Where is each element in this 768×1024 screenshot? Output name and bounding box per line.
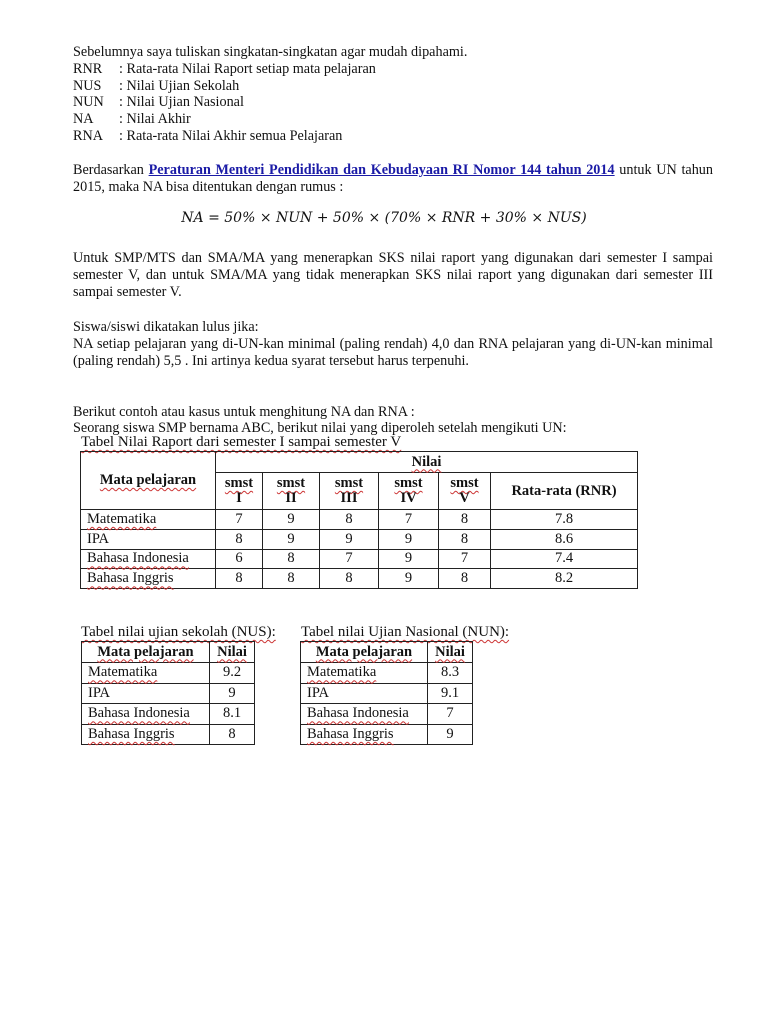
value-cell: 8	[210, 724, 255, 745]
value-cell: 8	[439, 510, 491, 530]
paragraph-semester: Untuk SMP/MTS dan SMA/MA yang menerapkan SKS nilai raport yang digunakan dari semester I sampai semester V, dan untuk SMA/MA yang tidak menerapkan SKS nilai raport yang digunakan dari semester III sampai semester V.	[73, 250, 713, 300]
abbr-term: RNR	[73, 61, 103, 77]
average-cell: 8.6	[491, 529, 638, 549]
abbr-definition: : Rata-rata Nilai Raport setiap mata pelajaran	[119, 61, 376, 77]
value-cell: 8	[439, 569, 491, 589]
pass-criteria-text: NA setiap pelajaran yang di-UN-kan minimal (paling rendah) 4,0 dan RNA pelajaran yang di-UN-kan minimal (paling rendah) 5,5 . Ini artinya kedua syarat tersebut harus terpenuhi.	[73, 336, 713, 369]
table-row	[82, 683, 255, 704]
value-cell: 7	[216, 510, 263, 530]
table-row	[82, 663, 255, 684]
col-header-semester: smst IV	[379, 473, 439, 510]
average-cell: 8.2	[491, 569, 638, 589]
subject-cell: Matematika	[81, 510, 216, 530]
na-formula: NA = 50% × NUN + 50% × (70% × RNR + 30% × NUS)	[181, 210, 587, 226]
value-cell: 9	[379, 569, 439, 589]
example-student: Seorang siswa SMP bernama ABC, berikut nilai yang diperoleh setelah mengikuti UN:	[73, 420, 567, 436]
abbr-row	[73, 61, 376, 78]
col-header-average: Rata-rata (RNR)	[491, 473, 638, 510]
paragraph-text: Berdasarkan	[73, 162, 149, 178]
table-row	[82, 704, 255, 725]
value-cell: 8	[320, 510, 379, 530]
value-cell: 7	[320, 549, 379, 569]
abbr-term: NUN	[73, 94, 104, 110]
raport-table	[80, 451, 638, 589]
subject-cell: IPA	[81, 529, 216, 549]
value-cell: 8	[439, 529, 491, 549]
abbr-term: NUS	[73, 78, 102, 94]
abbr-definition: : Nilai Ujian Sekolah	[119, 78, 240, 94]
abbr-row	[73, 128, 342, 145]
value-cell: 7	[428, 704, 473, 725]
subject-cell: Bahasa Indonesia	[82, 704, 210, 725]
col-header-semester: smst V	[439, 473, 491, 510]
value-cell: 8	[216, 529, 263, 549]
subject-cell: Bahasa Indonesia	[301, 704, 428, 725]
col-header-subject: Mata pelajaran	[301, 642, 428, 663]
col-header-subject: Mata pelajaran	[81, 452, 216, 510]
abbr-definition: : Nilai Ujian Nasional	[119, 94, 244, 110]
col-header-subject: Mata pelajaran	[82, 642, 210, 663]
subject-cell: IPA	[301, 683, 428, 704]
example-intro: Berikut contoh atau kasus untuk menghitung NA dan RNA :	[73, 404, 415, 420]
subject-cell: Bahasa Inggris	[301, 724, 428, 745]
table-row	[81, 549, 638, 569]
table-row	[81, 529, 638, 549]
nus-table-caption: Tabel nilai ujian sekolah (NUS):	[81, 624, 276, 640]
paragraph-regulation	[73, 162, 713, 196]
average-cell: 7.4	[491, 549, 638, 569]
subject-cell: Bahasa Indonesia	[81, 549, 216, 569]
value-cell: 9	[379, 549, 439, 569]
value-cell: 9.2	[210, 663, 255, 684]
table-row	[82, 724, 255, 745]
value-cell: 9	[263, 529, 320, 549]
col-header-semester: smst II	[263, 473, 320, 510]
table-row	[301, 724, 473, 745]
value-cell: 9	[210, 683, 255, 704]
table-row	[301, 663, 473, 684]
value-cell: 7	[379, 510, 439, 530]
abbr-term: RNA	[73, 128, 103, 144]
value-cell: 9	[379, 529, 439, 549]
nun-table-caption: Tabel nilai Ujian Nasional (NUN):	[301, 624, 510, 640]
col-header-value: Nilai	[210, 642, 255, 663]
col-header-value: Nilai	[428, 642, 473, 663]
paragraph-text: untuk UN tahun 2015, maka NA bisa ditentukan dengan rumus :	[73, 162, 713, 195]
abbr-row	[73, 94, 244, 111]
subject-cell: Matematika	[82, 663, 210, 684]
value-cell: 8	[263, 569, 320, 589]
col-header-semester: smst I	[216, 473, 263, 510]
table-row	[301, 683, 473, 704]
regulation-link[interactable]: Peraturan Menteri Pendidikan dan Kebudayaan RI Nomor 144 tahun 2014	[148, 162, 615, 178]
subject-cell: Matematika	[301, 663, 428, 684]
abbr-definition: : Rata-rata Nilai Akhir semua Pelajaran	[119, 128, 343, 144]
value-cell: 8	[320, 569, 379, 589]
intro-text: Sebelumnya saya tuliskan singkatan-singkatan agar mudah dipahami.	[73, 44, 468, 60]
value-cell: 9	[263, 510, 320, 530]
abbr-term: NA	[73, 111, 94, 127]
raport-table-caption: Tabel Nilai Raport dari semester I sampai semester V	[81, 434, 402, 450]
value-cell: 8.3	[428, 663, 473, 684]
value-cell: 8	[263, 549, 320, 569]
col-header-nilai: Nilai	[216, 452, 638, 473]
abbr-row	[73, 78, 239, 95]
subject-cell: IPA	[82, 683, 210, 704]
table-row	[301, 704, 473, 725]
abbr-row	[73, 111, 191, 128]
pass-criteria-title: Siswa/siswi dikatakan lulus jika:	[73, 319, 259, 335]
nus-table	[81, 641, 255, 745]
subject-cell: Bahasa Inggris	[82, 724, 210, 745]
value-cell: 8	[216, 569, 263, 589]
table-row	[81, 569, 638, 589]
value-cell: 8.1	[210, 704, 255, 725]
col-header-semester: smst III	[320, 473, 379, 510]
value-cell: 9	[320, 529, 379, 549]
average-cell: 7.8	[491, 510, 638, 530]
value-cell: 9	[428, 724, 473, 745]
nun-table	[300, 641, 473, 745]
value-cell: 6	[216, 549, 263, 569]
value-cell: 9.1	[428, 683, 473, 704]
value-cell: 7	[439, 549, 491, 569]
abbr-definition: : Nilai Akhir	[119, 111, 191, 127]
table-row	[81, 510, 638, 530]
subject-cell: Bahasa Inggris	[81, 569, 216, 589]
